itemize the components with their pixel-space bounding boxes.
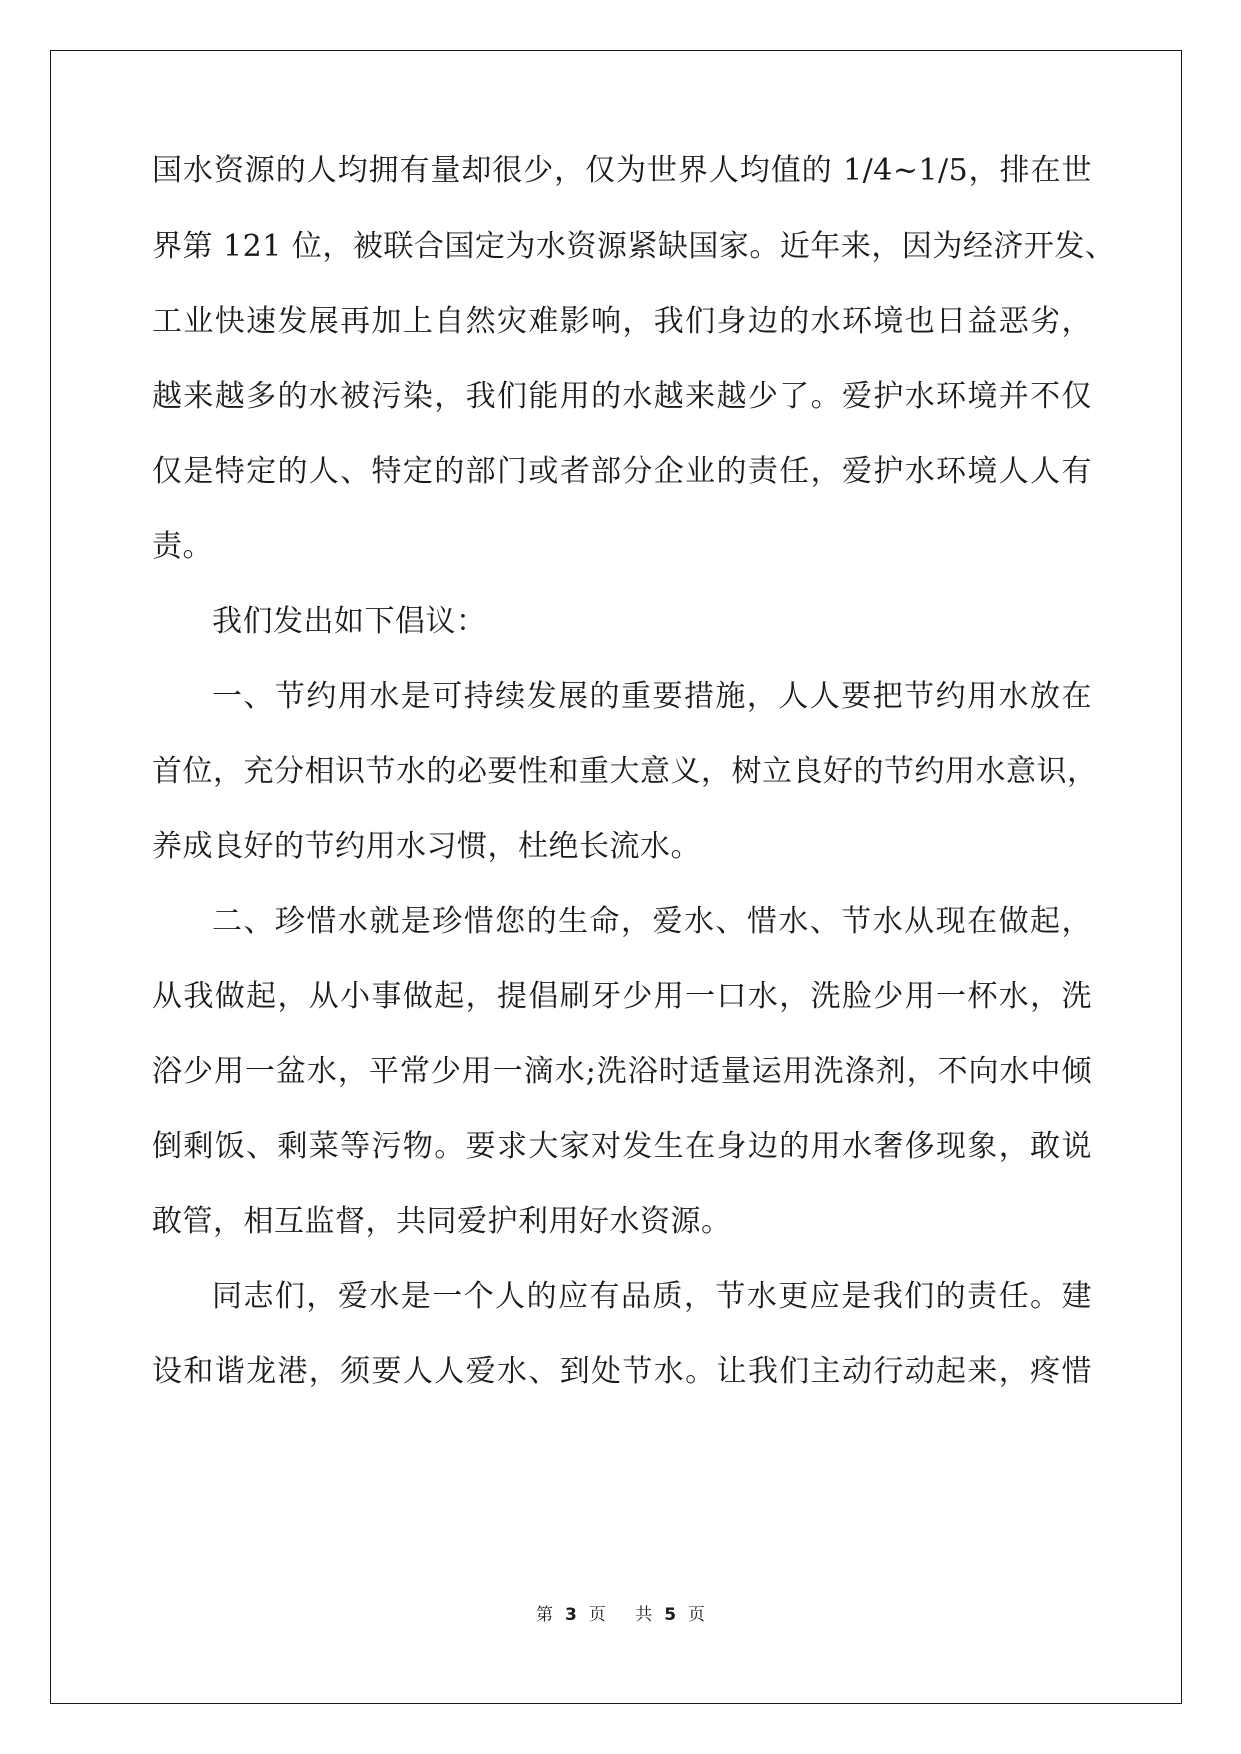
page-indicator: [530, 1605, 612, 1625]
total-indicator: [629, 1605, 711, 1625]
paragraph-line: 倒剩饭、剩菜等污物。要求大家对发生在身边的用水奢侈现象，敢说: [152, 1129, 1092, 1164]
total-prefix: 共: [635, 1605, 653, 1625]
paragraph-line: 养成良好的节约用水习惯，杜绝长流水。: [152, 829, 701, 864]
paragraph-line: 一、节约用水是可持续发展的重要措施，人人要把节约用水放在: [212, 679, 1092, 714]
page-footer: [0, 1600, 1241, 1625]
total-unit: 页: [688, 1605, 706, 1625]
paragraph-line: 国水资源的人均拥有量却很少，仅为世界人均值的 1/4~1/5，排在世: [152, 153, 1092, 188]
page-prefix: 第: [535, 1605, 553, 1625]
page-unit: 页: [588, 1605, 606, 1625]
paragraph-line: 同志们，爱水是一个人的应有品质，节水更应是我们的责任。建: [212, 1279, 1092, 1314]
paragraph-line: 设和谐龙港，须要人人爱水、到处节水。让我们主动行动起来，疼惜: [152, 1354, 1092, 1389]
paragraph-line: 界第 121 位，被联合国定为水资源紧缺国家。近年来，因为经济开发、: [152, 229, 1116, 264]
paragraph-line: 仅是特定的人、特定的部门或者部分企业的责任，爱护水环境人人有: [152, 454, 1092, 489]
current-page-number: 3: [564, 1605, 577, 1625]
paragraph-line: 我们发出如下倡议：: [212, 604, 487, 639]
paragraph-line: 从我做起，从小事做起，提倡刷牙少用一口水，洗脸少用一杯水，洗: [152, 979, 1092, 1014]
paragraph-line: 首位，充分相识节水的必要性和重大意义，树立良好的节约用水意识，: [152, 754, 1098, 789]
paragraph-line: 敢管，相互监督，共同爱护利用好水资源。: [152, 1204, 732, 1239]
paragraph-line: 越来越多的水被污染，我们能用的水越来越少了。爱护水环境并不仅: [152, 379, 1092, 414]
total-page-number: 5: [664, 1605, 677, 1625]
paragraph-line: 责。: [152, 529, 213, 564]
page-border: [50, 50, 1182, 1704]
paragraph-line: 浴少用一盆水，平常少用一滴水;洗浴时适量运用洗涤剂，不向水中倾: [152, 1054, 1092, 1089]
paragraph-line: 工业快速发展再加上自然灾难影响，我们身边的水环境也日益恶劣，: [152, 304, 1092, 339]
paragraph-line: 二、珍惜水就是珍惜您的生命，爱水、惜水、节水从现在做起，: [212, 904, 1092, 939]
